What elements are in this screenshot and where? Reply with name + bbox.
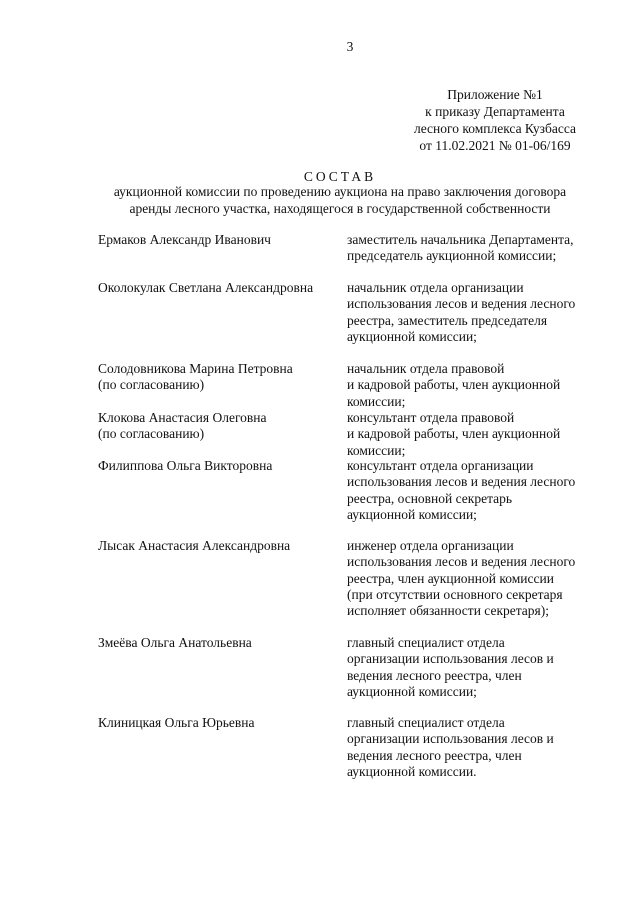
member-role-line: консультант отдела организации <box>347 458 534 473</box>
member-name-line: Лысак Анастасия Александровна <box>98 538 291 553</box>
member-role-line: реестра, основной секретарь <box>347 490 513 506</box>
member-role-line: (при отсутствии основного секретаря <box>347 586 563 602</box>
member-role-line: начальник отдела правовой <box>347 361 505 376</box>
member-role-line: реестра, заместитель председателя <box>347 312 548 328</box>
member-role-line: и кадровой работы, член аукционной <box>347 426 561 442</box>
member-name-line: Околокулак Светлана Александровна <box>98 280 314 295</box>
member-role-line: консультант отдела правовой <box>347 410 515 425</box>
member-role-line: использования лесов и ведения лесного <box>347 296 576 312</box>
member-name <box>98 635 338 651</box>
member-role-line: комиссии; <box>347 393 406 409</box>
document-title: СОСТАВ <box>303 169 377 184</box>
member-role <box>347 410 587 459</box>
member-name <box>98 232 338 248</box>
appendix-line: лесного комплекса Кузбасса <box>413 121 577 136</box>
member-role-line: инженер отдела организации <box>347 538 514 553</box>
member-role-line: использования лесов и ведения лесного <box>347 554 576 570</box>
member-role-line: заместитель начальника Департамента, <box>347 232 574 247</box>
member-role-line: аукционной комиссии; <box>347 506 477 522</box>
member-role-line: главный специалист отдела <box>347 635 505 650</box>
member-role-line: аукционной комиссии. <box>347 763 477 779</box>
subtitle-line: аренды лесного участка, находящегося в государственной собственности <box>129 201 551 216</box>
member-name <box>98 538 338 554</box>
member-name-line: Филиппова Ольга Викторовна <box>98 458 273 473</box>
member-name <box>98 458 338 474</box>
member-name-line: Ермаков Александр Иванович <box>98 232 271 247</box>
member-role-line: использования лесов и ведения лесного <box>347 474 576 490</box>
member-role-line: организации использования лесов и <box>347 731 554 747</box>
member-role <box>347 635 587 700</box>
member-name-line: Клокова Анастасия Олеговна <box>98 410 267 425</box>
appendix-line: от 11.02.2021 № 01-06/169 <box>419 138 571 153</box>
page-number: 3 <box>346 39 354 54</box>
member-name <box>98 280 338 296</box>
member-role <box>347 280 587 345</box>
member-role-line: исполняет обязанности секретаря); <box>347 603 550 619</box>
member-role-line: председатель аукционной комиссии; <box>347 248 557 264</box>
member-role-line: организации использования лесов и <box>347 651 554 667</box>
member-name <box>98 410 338 443</box>
member-role-line: начальник отдела организации <box>347 280 524 295</box>
member-role-line: реестра, член аукционной комиссии <box>347 570 554 586</box>
member-name-line: Солодовникова Марина Петровна <box>98 361 293 376</box>
member-role <box>347 361 587 410</box>
member-role-line: и кадровой работы, член аукционной <box>347 377 561 393</box>
subtitle-line: аукционной комиссии по проведению аукциона на право заключения договора <box>113 184 567 199</box>
member-name-line: Змеёва Ольга Анатольевна <box>98 635 252 650</box>
member-role-line: аукционной комиссии; <box>347 683 477 699</box>
member-name <box>98 715 338 731</box>
member-name-line: (по согласованию) <box>98 426 205 442</box>
member-role <box>347 538 587 619</box>
member-name-line: (по согласованию) <box>98 377 205 393</box>
member-role-line: аукционной комиссии; <box>347 328 477 344</box>
member-role-line: главный специалист отдела <box>347 715 505 730</box>
member-role <box>347 715 587 780</box>
member-role-line: ведения лесного реестра, член <box>347 667 522 683</box>
member-role <box>347 458 587 523</box>
member-role <box>347 232 587 265</box>
appendix-line: к приказу Департамента <box>425 104 565 119</box>
member-role-line: ведения лесного реестра, член <box>347 747 522 763</box>
member-name-line: Клиницкая Ольга Юрьевна <box>98 715 255 730</box>
appendix-line: Приложение №1 <box>447 87 543 102</box>
member-name <box>98 361 338 394</box>
member-role-line: комиссии; <box>347 442 406 458</box>
